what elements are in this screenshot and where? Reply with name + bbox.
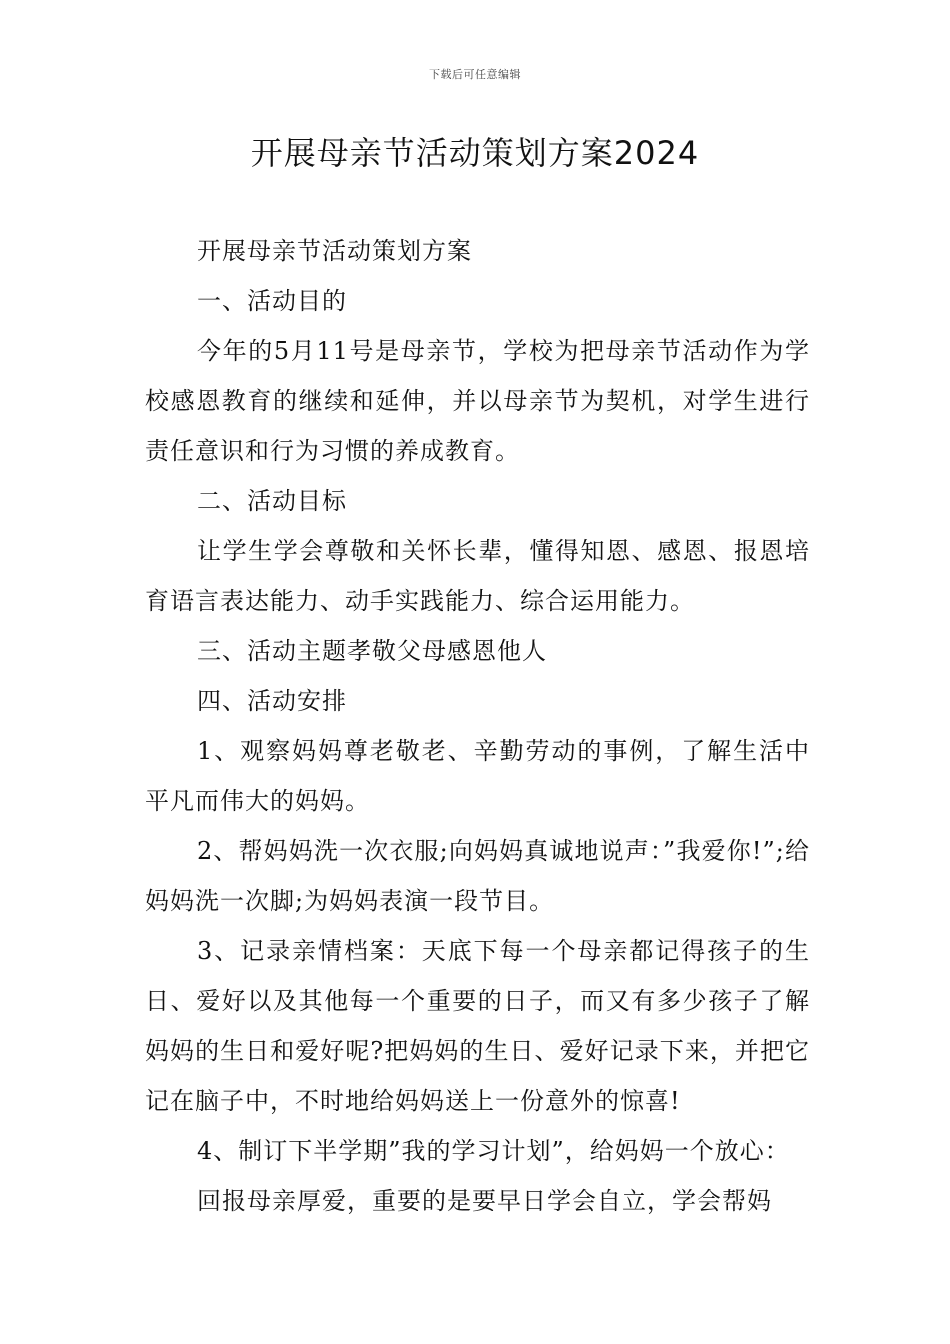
paragraph-purpose-text: 今年的5月11号是母亲节，学校为把母亲节活动作为学校感恩教育的继续和延伸，并以母亲节为契机，对学生进行责任意识和行为习惯的养成教育。 (145, 337, 810, 465)
document-title: 开展母亲节活动策划方案2024 (250, 134, 700, 172)
paragraph-section-arrangement: 四、活动安排 (197, 687, 347, 715)
paragraph-item-3: 3、记录亲情档案：天底下每一个母亲都记得孩子的生日、爱好以及其他每一个重要的日子，而又有多少孩子了解妈妈的生日和爱好呢?把妈妈的生日、爱好记录下来，并把它记在脑子中，不时地给妈妈送上一份意外的惊喜! (145, 937, 810, 1115)
paragraph-item-4: 4、制订下半学期”我的学习计划”，给妈妈一个放心： (197, 1137, 790, 1165)
document-body (145, 226, 810, 1226)
paragraph-item-1: 1、观察妈妈尊老敬老、辛勤劳动的事例，了解生活中平凡而伟大的妈妈。 (145, 737, 810, 815)
paragraph-section-theme: 三、活动主题孝敬父母感恩他人 (197, 637, 547, 665)
paragraph-item-2: 2、帮妈妈洗一次衣服;向妈妈真诚地说声：”我爱你!”;给妈妈洗一次脚;为妈妈表演一段节目。 (145, 837, 810, 915)
paragraph-section-purpose: 一、活动目的 (197, 287, 347, 315)
paragraph-goal-text: 让学生学会尊敬和关怀长辈，懂得知恩、感恩、报恩培育语言表达能力、动手实践能力、综合运用能力。 (145, 537, 810, 615)
paragraph-plan-heading: 开展母亲节活动策划方案 (197, 237, 472, 265)
header-note: 下载后可任意编辑 (429, 68, 521, 81)
paragraph-section-goal: 二、活动目标 (197, 487, 347, 515)
paragraph-continuation: 回报母亲厚爱，重要的是要早日学会自立，学会帮妈 (197, 1187, 772, 1215)
